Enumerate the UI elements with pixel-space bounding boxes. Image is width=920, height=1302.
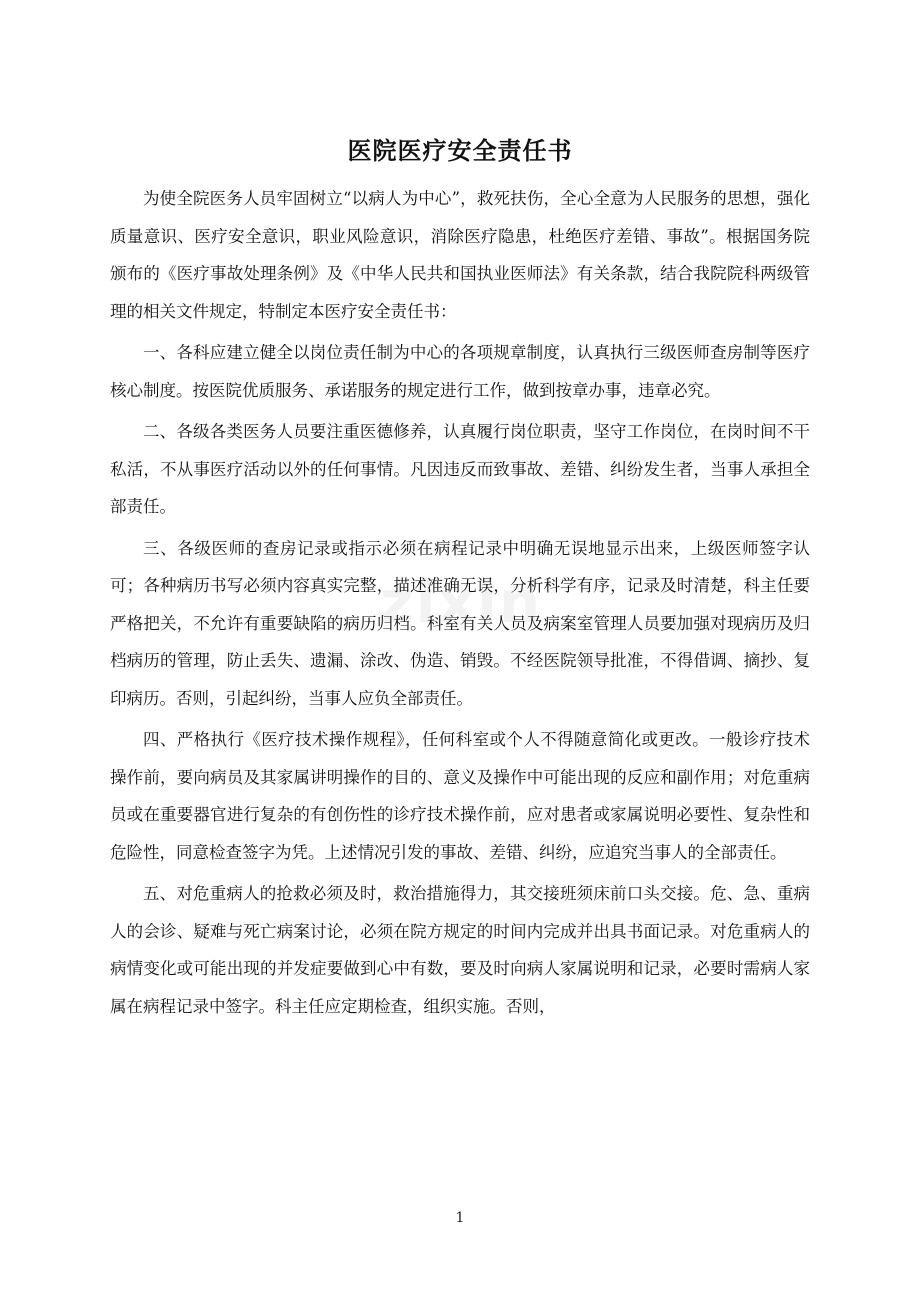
paragraph-intro: 为使全院医务人员牢固树立“以病人为中心”，救死扶伤，全心全意为人民服务的思想，强化质量意识、医疗安全意识，职业风险意识，消除医疗隐患，杜绝医疗差错、事故”。根据国务院颁布的《医疗事故处理条例》及《中华人民共和国执业医师法》有关条款，结合我院院科两级管理的相关文件规定，特制定本医疗安全责任书： (110, 189, 810, 321)
document-title: 医院医疗安全责任书 (347, 137, 573, 165)
document-body (110, 180, 810, 1025)
paragraph-5: 五、对危重病人的抢救必须及时，救治措施得力，其交接班须床前口头交接。危、急、重病人的会诊、疑难与死亡病案讨论，必须在院方规定的时间内完成并出具书面记录。对危重病人的病情变化或可能出现的并发症要做到心中有数，要及时向病人家属说明和记录，必要时需病人家属在病程记录中签字。科主任应定期检查，组织实施。否则， (110, 884, 810, 1016)
paragraph-3: 三、各级医师的查房记录或指示必须在病程记录中明确无误地显示出来，上级医师签字认可；各种病历书写必须内容真实完整，描述准确无误，分析科学有序，记录及时清楚，科主任要严格把关，不允许有重要缺陷的病历归档。科室有关人员及病案室管理人员要加强对现病历及归档病历的管理，防止丢失、遗漏、涂改、伪造、销毁。不经医院领导批准，不得借调、摘抄、复印病历。否则，引起纠纷，当事人应负全部责任。 (110, 538, 810, 708)
paragraph-2: 二、各级各类医务人员要注重医德修养，认真履行岗位职责，坚守工作岗位，在岗时间不干私活，不从事医疗活动以外的任何事情。凡因违反而致事故、差错、纠纷发生者，当事人承担全部责任。 (110, 422, 810, 516)
watermark: zixin (380, 568, 543, 636)
paragraph-4: 四、严格执行《医疗技术操作规程》，任何科室或个人不得随意简化或更改。一般诊疗技术操作前，要向病员及其家属讲明操作的目的、意义及操作中可能出现的反应和副作用；对危重病员或在重要器官进行复杂的有创伤性的诊疗技术操作前，应对患者或家属说明必要性、复杂性和危险性，同意检查签字为凭。上述情况引发的事故、差错、纠纷，应追究当事人的全部责任。 (110, 730, 810, 862)
paragraph-1: 一、各科应建立健全以岗位责任制为中心的各项规章制度，认真执行三级医师查房制等医疗核心制度。按医院优质服务、承诺服务的规定进行工作，做到按章办事，违章必究。 (110, 343, 810, 400)
page-number: 1 (455, 1210, 465, 1226)
